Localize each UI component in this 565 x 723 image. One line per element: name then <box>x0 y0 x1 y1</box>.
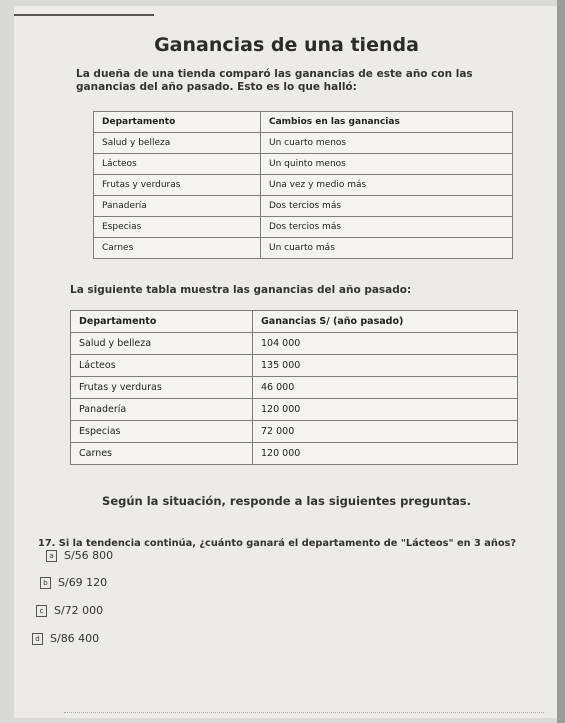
worksheet-page <box>14 6 559 718</box>
table-row <box>71 421 518 443</box>
table-row <box>71 377 518 399</box>
question-text: 17. Si la tendencia continúa, ¿cuánto ganará el departamento de "Lácteos" en 3 años? <box>38 538 517 549</box>
changes-table <box>93 111 513 259</box>
option-letter-box: a <box>46 550 57 562</box>
table-cell: Salud y belleza <box>71 333 253 355</box>
table-cell: Carnes <box>71 443 253 465</box>
table-row <box>94 196 513 217</box>
subtitle-text: La siguiente tabla muestra las ganancias del año pasado: <box>70 284 412 296</box>
option-text: S/56 800 <box>64 549 114 562</box>
table-row <box>94 217 513 238</box>
table-header-cell: Departamento <box>71 311 253 333</box>
table-cell: Lácteos <box>94 154 261 175</box>
option-text: S/69 120 <box>58 576 108 589</box>
intro-text: La dueña de una tienda comparó las ganancias de este año con las ganancias del año pasado. Esto es lo que halló: <box>76 68 473 93</box>
bottom-dotted-rule <box>64 712 544 713</box>
top-rule <box>14 14 154 16</box>
table-row <box>71 355 518 377</box>
table-cell: Frutas y verduras <box>71 377 253 399</box>
table-cell: Carnes <box>94 238 261 259</box>
table-header-row <box>94 112 513 133</box>
table-cell: Dos tercios más <box>261 196 513 217</box>
table-header-cell: Ganancias S/ (año pasado) <box>253 311 518 333</box>
table-row <box>71 333 518 355</box>
table-row <box>71 399 518 421</box>
table-cell: 72 000 <box>253 421 518 443</box>
option-letter-box: b <box>40 577 51 589</box>
table-row <box>94 175 513 196</box>
table-cell: Un cuarto más <box>261 238 513 259</box>
table-cell: 46 000 <box>253 377 518 399</box>
table-cell: 120 000 <box>253 399 518 421</box>
table-header-row <box>71 311 518 333</box>
option-letter-box: d <box>32 633 43 645</box>
table-cell: Una vez y medio más <box>261 175 513 196</box>
option-b[interactable] <box>40 576 107 589</box>
table-row <box>94 238 513 259</box>
option-letter-box: c <box>36 605 47 617</box>
table-cell: 120 000 <box>253 443 518 465</box>
table-cell: Lácteos <box>71 355 253 377</box>
table-cell: Salud y belleza <box>94 133 261 154</box>
option-c[interactable] <box>36 604 103 617</box>
option-text: S/86 400 <box>50 632 100 645</box>
table-cell: 104 000 <box>253 333 518 355</box>
table-cell: Un cuarto menos <box>261 133 513 154</box>
table-cell: Especias <box>71 421 253 443</box>
table-cell: Frutas y verduras <box>94 175 261 196</box>
page-title: Ganancias de una tienda <box>154 34 419 56</box>
table-header-cell: Cambios en las ganancias <box>261 112 513 133</box>
right-edge-shadow <box>557 0 565 723</box>
option-a[interactable] <box>46 549 113 562</box>
table-header-cell: Departamento <box>94 112 261 133</box>
table-cell: Especias <box>94 217 261 238</box>
table-row <box>94 133 513 154</box>
instructions-text: Según la situación, responde a las siguientes preguntas. <box>102 494 471 508</box>
table-cell: Dos tercios más <box>261 217 513 238</box>
table-cell: Panadería <box>94 196 261 217</box>
table-row <box>94 154 513 175</box>
option-d[interactable] <box>32 632 99 645</box>
earnings-table <box>70 310 518 465</box>
table-row <box>71 443 518 465</box>
table-cell: 135 000 <box>253 355 518 377</box>
table-cell: Un quinto menos <box>261 154 513 175</box>
option-text: S/72 000 <box>54 604 104 617</box>
table-cell: Panadería <box>71 399 253 421</box>
